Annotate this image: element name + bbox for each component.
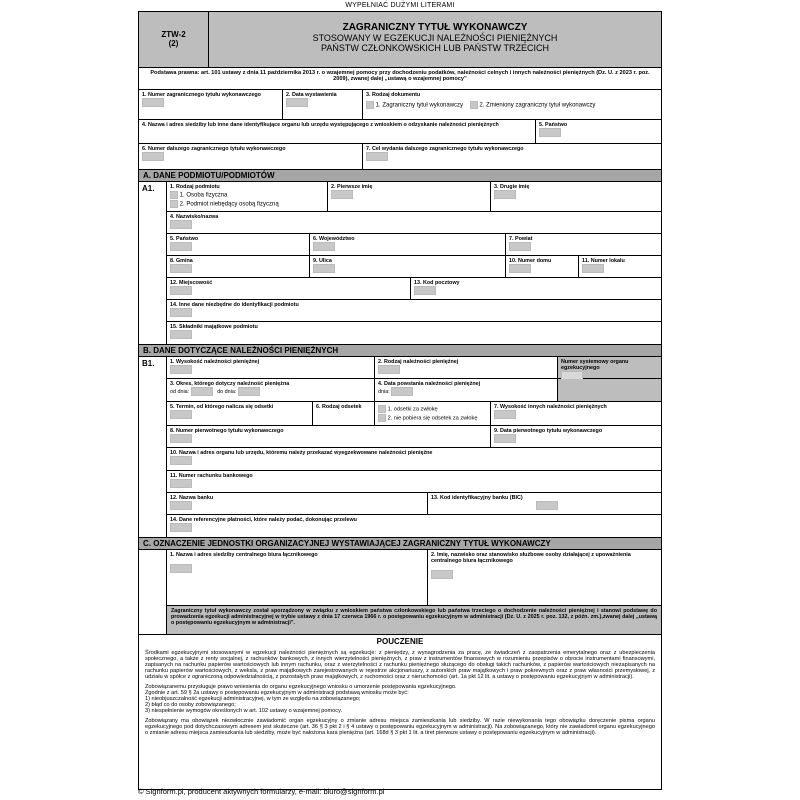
instructions-p2c: 1) nieobjuszczalność egzekucji administracyjnej, w tym ze względu na zobowiązanego;	[145, 696, 361, 702]
interest-type-options	[375, 402, 491, 425]
opt-label: 2. Podmiot niebędący osobą fizyczną	[179, 201, 279, 208]
label: 1. Rodzaj podmiotu	[170, 184, 220, 190]
label: 1. Numer zagranicznego tytułu wykonawczego	[142, 92, 261, 98]
field-origin-date	[375, 379, 558, 401]
field-further-title-purpose	[363, 144, 661, 169]
doc-type-opt1-checkbox[interactable]	[366, 101, 374, 109]
a-row-3	[167, 234, 661, 256]
field-locality	[167, 278, 411, 299]
field-further-title-number	[139, 144, 363, 169]
section-c-heading: C. OZNACZENIE JEDNOSTKI ORGANIZACYJNEJ WYSTAWIAJĄCEJ ZAGRANICZNY TYTUŁ WYKONAWCZY	[139, 538, 661, 550]
label: 6. Numer dalszego zagranicznego tytułu wykonawczego	[142, 146, 286, 152]
a-row-6	[167, 300, 661, 322]
surname-input[interactable]	[170, 220, 192, 229]
field-commune	[167, 256, 310, 277]
instructions-p1: Środkami egzekucyjnymi stosowanymi w egzekucji należności pieniężnych są egzekucje: z pieniędzy, z wynagrodzenia za pracę, ze świadczeń z zaopatrzenia emerytalnego oraz z ubezpieczenia społecznego, a także z renty socjalnej, z rachunków bankowych, z innych wierzytelności pieniężnych, z praw z instrumentów finansowych w rozumieniu przepisów o obrocie instrumentami finansowymi, zapisanych na rachunku papierów wartościowych lub innym rachunku, oraz z wierzytelności z rachunku pieniężnego służącego do obsługi takich rachunków, z papierów wartościowych niezapisanych na rachunku papierów wartościowych, z weksla, z praw majątkowych zarejestrowanych w rejestrze akcjonariuszy, z autorskich praw majątkowych i praw pokrewnych oraz z praw własności przemysłowej, z udziału w spółce z ograniczoną odpowiedzialnością, z pozostałych praw majątkowych, z ruchomości oraz z nieruchomości (art. 1a pkt 12 lit. a ustawy o postępowaniu egzekucyjnym w administracji).	[145, 650, 655, 680]
field-title-number	[139, 90, 283, 119]
label: 8. Gmina	[170, 258, 193, 264]
form-header	[139, 12, 661, 68]
section-b-body	[167, 357, 661, 537]
label: 13. Kod identyfikacyjny banku (BIC)	[431, 495, 523, 501]
section-b-label: B1.	[139, 357, 167, 537]
section-a	[139, 182, 661, 345]
doc-type-opt2-label: 2. Zmieniony zagraniczny tytuł wykonawczy	[479, 102, 596, 109]
receivable-type-input[interactable]	[378, 365, 400, 374]
liaison-office-input[interactable]	[170, 564, 192, 573]
field-surname	[167, 212, 661, 233]
label: 2. Pierwsze imię	[331, 184, 373, 190]
label: 5. Państwo	[170, 236, 199, 242]
field-original-title-date	[491, 426, 661, 447]
label: 8. Numer pierwotnego tytułu wykonawczego	[170, 428, 284, 434]
label: 10. Nazwa i adres organu lub urzędu, któremu należy przekazać wyegzekwowane należności pieniężne	[170, 450, 433, 456]
section-c-body	[167, 550, 661, 634]
field-authorized-person	[428, 550, 661, 605]
instructions-p3: Zobowiązany ma obowiązek niezwłocznie zawiadomić organ egzekucyjny o zmianie adresu miejsca zamieszkania lub siedziby. W razie niewykonania tego obowiązku doręczenie pisma organu egzekucyjnego pod dotychczasowym adresem jest skuteczne (art. 36 § 3 pkt 2 i § 4 ustawy o postępowaniu egzekucyjnym w administracji). Na zobowiązanego, który nie zawiadomił organu egzekucyjnego o zmianie adresu miejsca zamieszkania lub siedziby, może być nałożona kara pieniężna (art. 168d § 3 pkt 1 lit. a tiret pierwsze ustawy o postępowaniu egzekucyjnym w administracji).	[145, 718, 655, 736]
label: 11. Numer lokalu	[582, 258, 625, 264]
field-second-name	[491, 182, 661, 211]
label: 1. Wysokość należności pieniężnej	[170, 359, 260, 365]
label: 3. Okres, którego dotyczy należność pieniężna	[170, 381, 290, 387]
original-title-number-input[interactable]	[170, 434, 192, 443]
system-number-continued	[558, 379, 661, 401]
period-to-input[interactable]	[238, 387, 260, 396]
a-row-7	[167, 322, 661, 344]
label: 14. Dane referencyjne płatności, które należy podać, dokonując przelewu	[170, 517, 357, 523]
label: 7. Powiat	[509, 236, 533, 242]
c-row-1	[167, 550, 661, 606]
further-title-number-input[interactable]	[142, 152, 164, 161]
doc-type-opt1-label: 1. Zagraniczny tytuł wykonawczy	[375, 102, 464, 109]
b-row-8	[167, 515, 661, 537]
label: 4. Data powstania należności pieniężnej	[378, 381, 481, 387]
origin-date-input[interactable]	[391, 387, 413, 396]
label: 14. Inne dane niezbędne do identyfikacji podmiotu	[170, 302, 299, 308]
field-payment-reference	[167, 515, 661, 537]
period-from-label: od dnia:	[170, 388, 190, 395]
field-bic	[428, 493, 661, 514]
bank-name-input[interactable]	[170, 501, 192, 510]
instructions-heading: POUCZENIE	[376, 637, 424, 646]
entity-legal-checkbox[interactable]	[170, 200, 178, 208]
label: 2. Data wystawienia	[286, 92, 337, 98]
first-name-input[interactable]	[331, 190, 353, 199]
section-b-heading: B. DANE DOTYCZĄCE NALEŻNOŚCI PIENIĘŻNYCH	[139, 345, 661, 357]
interest-none-checkbox[interactable]	[378, 414, 386, 422]
field-liaison-office	[167, 550, 428, 605]
field-interest-type	[313, 402, 375, 425]
instructions-p2b: Zgodnie z art. 59 § 2a ustawy o postępowaniu egzekucyjnym w administracji podstawą wniosku może być:	[145, 690, 409, 696]
section-c	[139, 550, 661, 635]
label: 3. Drugie imię	[494, 184, 530, 190]
label: 6. Rodzaj odsetek	[316, 404, 362, 410]
b-row-2	[167, 379, 661, 402]
other-id-data-input[interactable]	[170, 308, 192, 317]
section-a-heading: A. DANE PODMIOTU/PODMIOTÓW	[139, 170, 661, 182]
form-code-cell	[139, 12, 209, 67]
field-a-country	[167, 234, 310, 255]
authorized-person-input[interactable]	[431, 570, 453, 579]
b-row-6	[167, 471, 661, 493]
b-row-1	[167, 357, 661, 379]
commune-input[interactable]	[170, 264, 192, 273]
label: 5. Termin, od którego nalicza się odsetki	[170, 404, 274, 410]
field-assets	[167, 322, 661, 344]
section-b	[139, 357, 661, 538]
country-input[interactable]	[539, 128, 561, 137]
field-street	[310, 256, 506, 277]
a-country-input[interactable]	[170, 242, 192, 251]
field-entity-type	[167, 182, 328, 211]
field-amount	[167, 357, 375, 378]
field-country	[536, 120, 661, 143]
period-to-label: do dnia:	[217, 388, 237, 395]
label: 12. Nazwa banku	[170, 495, 214, 501]
field-apartment-number	[579, 256, 661, 277]
general-row-3	[139, 144, 661, 170]
label: 11. Numer rachunku bankowego	[170, 473, 253, 479]
field-other-amounts	[491, 402, 661, 425]
label: 10. Numer domu	[509, 258, 552, 264]
fill-instruction: WYPEŁNIAĆ DUŻYMI LITERAMI	[345, 2, 455, 9]
label: 13. Kod pocztowy	[414, 280, 460, 286]
field-document-type	[363, 90, 661, 119]
label: 9. Data pierwotnego tytułu wykonawczego	[494, 428, 603, 434]
postal-code-input[interactable]	[414, 286, 436, 295]
label: 9. Ulica	[313, 258, 332, 264]
legal-basis: Podstawa prawna: art. 101 ustawy z dnia 11 października 2013 r. o wzajemnej pomocy przy dochodzeniu podatków, należności celnych i innych należności pieniężnych (Dz. U. z 2023 r. poz. 2009), zwanej dalej „ustawą o wzajemnej pomocy”	[150, 70, 650, 82]
field-system-number	[558, 357, 661, 378]
section-a-label: A1.	[139, 182, 167, 344]
label: 4. Nazwa i adres siedziby lub inne dane identyfikujące organu lub urzędu występującego z wnioskiem o odzyskanie należności pieniężnych	[142, 122, 499, 128]
general-row-2	[139, 120, 661, 144]
form-code: ZTW-2	[161, 30, 186, 39]
instructions-p2d: 2) błąd co do osoby zobowiązanego;	[145, 702, 236, 708]
label: 6. Województwo	[313, 236, 355, 242]
enforcement-statement: Zagraniczny tytuł wykonawczy został sporządzony w związku z wnioskiem państwa członkowskiego lub państwa trzeciego o dochodzenie należności pieniężnej i stanowi podstawę do prowadzenia egzekucji administracyjnej w trybie ustawy z dnia 17 czerwca 1966 r. o postępowaniu egzekucyjnym w administracji (Dz. U. z 2025 r. poz. 132, z późn. zm.),zwanej dalej „ustawą o postępowaniu egzekucyjnym w administracji".	[167, 606, 661, 634]
field-issue-date	[283, 90, 363, 119]
interest-late-checkbox[interactable]	[378, 405, 386, 413]
bic-input[interactable]	[536, 501, 558, 510]
opt-label: 1. odsetki za zwłokę	[387, 406, 438, 413]
field-interest-start	[167, 402, 313, 425]
legal-basis-row	[139, 68, 661, 90]
field-house-number	[506, 256, 579, 277]
doc-type-opt2-checkbox[interactable]	[470, 101, 478, 109]
label: 12. Miejscowość	[170, 280, 213, 286]
label: 7. Cel wydania dalszego zagranicznego tytułu wykonawczego	[366, 146, 524, 152]
a-row-1	[167, 182, 661, 212]
field-first-name	[328, 182, 491, 211]
section-c-label	[139, 550, 167, 634]
field-period	[167, 379, 375, 401]
field-requesting-authority	[139, 120, 536, 143]
origin-date-label: dnia:	[378, 388, 390, 395]
label: Numer systemowy organu egzekucyjnego	[561, 359, 629, 371]
label: 4. Nazwisko/nazwa	[170, 214, 219, 220]
field-postal-code	[411, 278, 661, 299]
label: 7. Wysokość innych należności pieniężnych	[494, 404, 607, 410]
transfer-authority-input[interactable]	[170, 456, 192, 465]
ztw2-form	[138, 11, 662, 790]
a-row-2	[167, 212, 661, 234]
original-title-date-input[interactable]	[494, 434, 516, 443]
instructions-p2e: 3) niespełnienie wymogów określonych w art. 102 ustawy o wzajemnej pomocy.	[145, 708, 343, 714]
voivodeship-input[interactable]	[313, 242, 335, 251]
label: 3. Rodzaj dokumentu	[366, 92, 421, 98]
title-line3: PAŃSTW CZŁONKOWSKICH LUB PAŃSTW TRZECICH	[320, 43, 549, 53]
form-title	[209, 12, 661, 67]
instructions	[139, 635, 661, 789]
assets-input[interactable]	[170, 330, 192, 339]
b-row-4	[167, 426, 661, 448]
footer-credit: © Signform.pl, producent aktywnych formularzy, e-mail: biuro@signform.pl	[138, 787, 385, 796]
amount-input[interactable]	[170, 365, 192, 374]
instructions-p2a: Zobowiązanemu przysługuje prawo wniesienia do organu egzekucyjnego wniosku o umorzenie postępowania egzekucyjnego.	[145, 684, 457, 690]
district-input[interactable]	[509, 242, 531, 251]
b-row-3	[167, 402, 661, 426]
b-row-7	[167, 493, 661, 515]
entity-natural-checkbox[interactable]	[170, 191, 178, 199]
section-a-body	[167, 182, 661, 344]
payment-reference-input[interactable]	[170, 523, 192, 532]
label: 5. Państwo	[539, 122, 568, 128]
locality-input[interactable]	[170, 286, 192, 295]
a-row-5	[167, 278, 661, 300]
bank-account-input[interactable]	[170, 479, 192, 488]
field-receivable-type	[375, 357, 558, 378]
opt-label: 1. Osoba fizyczna	[179, 192, 228, 199]
issue-date-input[interactable]	[286, 98, 308, 107]
other-amounts-input[interactable]	[494, 410, 516, 419]
label: 15. Składniki majątkowe podmiotu	[170, 324, 258, 330]
apartment-number-input[interactable]	[582, 264, 604, 273]
further-title-purpose-input[interactable]	[366, 152, 388, 161]
period-from-input[interactable]	[191, 387, 213, 396]
street-input[interactable]	[313, 264, 335, 273]
field-voivodeship	[310, 234, 506, 255]
field-other-id-data	[167, 300, 661, 321]
field-original-title-number	[167, 426, 491, 447]
second-name-input[interactable]	[494, 190, 516, 199]
form-version: (2)	[168, 39, 179, 48]
b-row-5	[167, 448, 661, 471]
title-line1: ZAGRANICZNY TYTUŁ WYKONAWCZY	[342, 22, 528, 33]
field-district	[506, 234, 661, 255]
opt-label: 2. nie pobiera się odsetek za zwłokę	[387, 415, 478, 422]
a-row-4	[167, 256, 661, 278]
field-bank-account	[167, 471, 661, 492]
general-row-1	[139, 90, 661, 120]
label: 2. Imię, nazwisko oraz stanowisko służbowe osoby działającej z upoważnienia centralnego biura łącznikowego	[431, 552, 631, 564]
field-transfer-authority	[167, 448, 661, 470]
label: 1. Nazwa i adres siedziby centralnego biura łącznikowego	[170, 552, 318, 558]
title-number-input[interactable]	[142, 98, 164, 107]
interest-start-input[interactable]	[170, 410, 192, 419]
title-line2: STOSOWANY W EGZEKUCJI NALEŻNOŚCI PIENIĘŻNYCH	[312, 33, 558, 43]
field-bank-name	[167, 493, 428, 514]
label: 2. Rodzaj należności pieniężnej	[378, 359, 459, 365]
house-number-input[interactable]	[509, 264, 531, 273]
